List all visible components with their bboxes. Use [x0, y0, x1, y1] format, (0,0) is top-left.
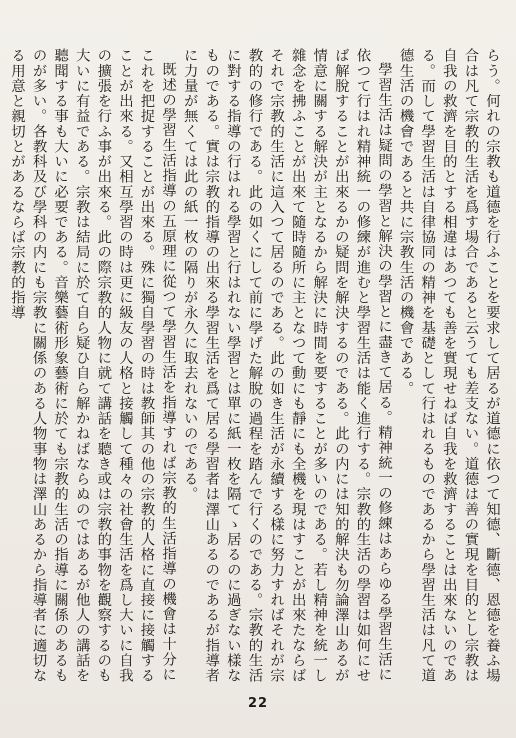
paragraph-continuation: らう。何れの宗教も道德を行ふことを要求して居るが道德に依つて知德、斷德、恩德を養ふ場合は凡て宗教的生活を爲す場合であると云うても差支ない。道德は善の實現を目的とし宗教は自我の救濟を目的とする相違はあつても善を實現せねば自我を救濟することは出來ないのである。而して學習生活は自律協同の精神を基礎として行はれるものであるから學習生活は凡て道德生活の機會であると共に宗教生活の機會である。	[397, 48, 500, 684]
page-number: 22	[247, 696, 269, 711]
paragraph-learning-life: 學習生活は疑問の學習と解決の學習とに盡きて居る。精神統一の修練はあらゆる學習生活に依つて行はれ精神統一の修練が進むと學習生活は能く進行する。宗教的生活の學習は如何にせば解脫することが出來るかの疑問を解決するのである。此の内には知的解決も勿論澤山あるが情意に關する解決が主となるから解決に時間を要することが多いのである。若し精神を統一し雜念を拂ふことが出來て隨時隨所に主となつて動にも靜にも全機を現はすことが出來たならばそれで宗教的生活に這入つて居るのである。此の如き生活が永續する樣に努力すればそれが宗教的の修行である。此の如くにして前に學げた解脫の過程を踏んで行くのである。宗教的生活に對する指導の行はれる學習と行はれない學習とは單に紙一枚を隔てゝ居るのに過ぎない樣なものである。實は宗教的指導の出來る學習生活を爲て居る學習者は澤山あるのであるが指導者に力量が無くては此の紙一枚の隔りが永久に取去れないのである。	[181, 48, 393, 684]
vertical-text-body	[8, 48, 502, 688]
paragraph-guidance-principles: 既述の學習生活指導の五原理に從つて學習生活を指導すれば宗教的生活指導の機會は十分にこれを把捉することが出來る。殊に獨自學習の時は教師其の他の宗教的人格に直接に接觸することが出來る。又相互學習の時は更に級友の人格と接觸して種々の社會生活を爲し大いに自我の擴張を行ふ事が出來る。此の際宗教的人物に就て講話を聽き或は宗教的事物を觀察するのも大いに有益である。宗教は結局に於て自ら疑ひ自ら解かねばならぬのではあるが他人の講話を聽聞する事も大いに必要である。音樂藝術形象藝術に於ても宗教的生活の指導に關係のあるものが多い。各教科及び學科の内にも宗教に關係のある人物事物は澤山あるから指導者に適切なる用意と親切とがあるならば宗教的指導	[8, 48, 177, 684]
